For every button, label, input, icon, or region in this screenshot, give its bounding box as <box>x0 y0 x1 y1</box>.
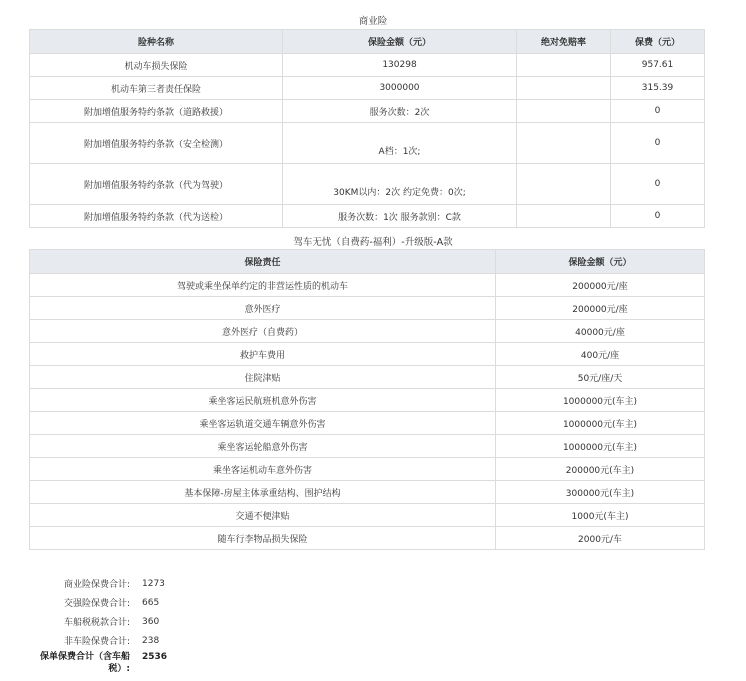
header-premium: 保费（元） <box>611 30 705 54</box>
premium: 0 <box>611 205 705 228</box>
summary-row-vehicle-tax <box>40 612 260 631</box>
coverage-item: 住院津贴 <box>30 366 496 389</box>
coverage-amount: 1000000元(车主) <box>496 435 705 458</box>
summary-row-non-vehicle <box>40 631 260 650</box>
driving-caption: 驾车无忧（自费药-福利）-升级版-A款 <box>293 237 453 248</box>
coverage-item: 随车行李物品损失保险 <box>30 527 496 550</box>
coverage-amount: 1000000元(车主) <box>496 389 705 412</box>
insurance-name: 附加增值服务特约条款（安全检测） <box>30 123 283 164</box>
coverage-amount: 400元/座 <box>496 343 705 366</box>
coverage-item: 驾驶或乘坐保单约定的非营运性质的机动车 <box>30 274 496 297</box>
table-row <box>30 458 705 481</box>
summary-value: 238 <box>142 635 160 646</box>
premium: 957.61 <box>611 54 705 77</box>
insured-amount: 服务次数：1次 服务款别：C款 <box>283 205 517 228</box>
table-row <box>30 100 705 123</box>
coverage-amount: 200000元/座 <box>496 297 705 320</box>
deductible-rate <box>517 100 611 123</box>
summary-row-commercial <box>40 574 260 593</box>
table-row <box>30 297 705 320</box>
header-coverage: 保险责任 <box>30 250 496 274</box>
coverage-amount: 200000元/座 <box>496 274 705 297</box>
table-row <box>30 527 705 550</box>
insurance-name: 机动车第三者责任保险 <box>30 77 283 100</box>
total-value: 2536 <box>142 652 168 662</box>
summary-value: 1273 <box>142 578 165 589</box>
table-row <box>30 205 705 228</box>
premium: 0 <box>611 100 705 123</box>
summary-label: 车船税税款合计: <box>63 618 130 628</box>
coverage-item: 乘坐客运机动车意外伤害 <box>30 458 496 481</box>
insurance-name: 附加增值服务特约条款（代为驾驶） <box>30 164 283 205</box>
deductible-rate <box>517 205 611 228</box>
premium: 315.39 <box>611 77 705 100</box>
summary-row-compulsory <box>40 593 260 612</box>
coverage-item: 救护车费用 <box>30 343 496 366</box>
table-row <box>30 481 705 504</box>
insured-amount: 服务次数：2次 <box>283 100 517 123</box>
table-row <box>30 77 705 100</box>
coverage-amount: 40000元/座 <box>496 320 705 343</box>
table-row <box>30 412 705 435</box>
deductible-rate <box>517 77 611 100</box>
coverage-amount: 2000元/车 <box>496 527 705 550</box>
commercial-caption: 商业险 <box>358 16 388 27</box>
summary-label: 商业险保费合计: <box>63 580 130 590</box>
driving-coverage-table <box>29 249 705 550</box>
header-deductible-rate: 绝对免赔率 <box>517 30 611 54</box>
coverage-item: 乘坐客运民航班机意外伤害 <box>30 389 496 412</box>
deductible-rate <box>517 164 611 205</box>
table-row <box>30 343 705 366</box>
insurance-name: 机动车损失保险 <box>30 54 283 77</box>
header-coverage-amount: 保险金额（元） <box>496 250 705 274</box>
summary-label: 交强险保费合计: <box>63 599 130 609</box>
table-row <box>30 54 705 77</box>
summary-value: 360 <box>142 616 160 627</box>
premium: 0 <box>611 123 705 164</box>
table-header-row <box>30 250 705 274</box>
header-insurance-name: 险种名称 <box>30 30 283 54</box>
premium-summary <box>40 574 260 681</box>
table-row <box>30 123 705 164</box>
table-row <box>30 435 705 458</box>
table-row <box>30 164 705 205</box>
coverage-item: 乘坐客运轨道交通车辆意外伤害 <box>30 412 496 435</box>
table-row <box>30 366 705 389</box>
insured-amount: 130298 <box>283 54 517 77</box>
deductible-rate <box>517 123 611 164</box>
deductible-rate <box>517 54 611 77</box>
summary-row-total <box>40 651 260 681</box>
coverage-item: 交通不便津贴 <box>30 504 496 527</box>
table-header-row <box>30 30 705 54</box>
commercial-insurance-table <box>29 29 705 228</box>
insurance-name: 附加增值服务特约条款（道路救援） <box>30 100 283 123</box>
summary-label: 非车险保费合计: <box>63 637 130 647</box>
coverage-item: 意外医疗 <box>30 297 496 320</box>
premium: 0 <box>611 164 705 205</box>
coverage-amount: 1000000元(车主) <box>496 412 705 435</box>
coverage-amount: 50元/座/天 <box>496 366 705 389</box>
coverage-amount: 200000元(车主) <box>496 458 705 481</box>
insured-amount: A档：1次; <box>283 123 517 164</box>
table-row <box>30 320 705 343</box>
coverage-amount: 300000元(车主) <box>496 481 705 504</box>
coverage-amount: 1000元(车主) <box>496 504 705 527</box>
coverage-item: 乘坐客运轮船意外伤害 <box>30 435 496 458</box>
insurance-name: 附加增值服务特约条款（代为送检） <box>30 205 283 228</box>
insured-amount: 30KM以内：2次 约定免费：0次; <box>283 164 517 205</box>
total-label: 保单保费合计（含车船税）: <box>40 652 131 674</box>
table-row <box>30 504 705 527</box>
table-row <box>30 389 705 412</box>
coverage-item: 意外医疗（自费药） <box>30 320 496 343</box>
insured-amount: 3000000 <box>283 77 517 100</box>
header-insured-amount: 保险金额（元） <box>283 30 517 54</box>
coverage-item: 基本保障-房屋主体承重结构、围护结构 <box>30 481 496 504</box>
summary-value: 665 <box>142 597 160 608</box>
table-row <box>30 274 705 297</box>
